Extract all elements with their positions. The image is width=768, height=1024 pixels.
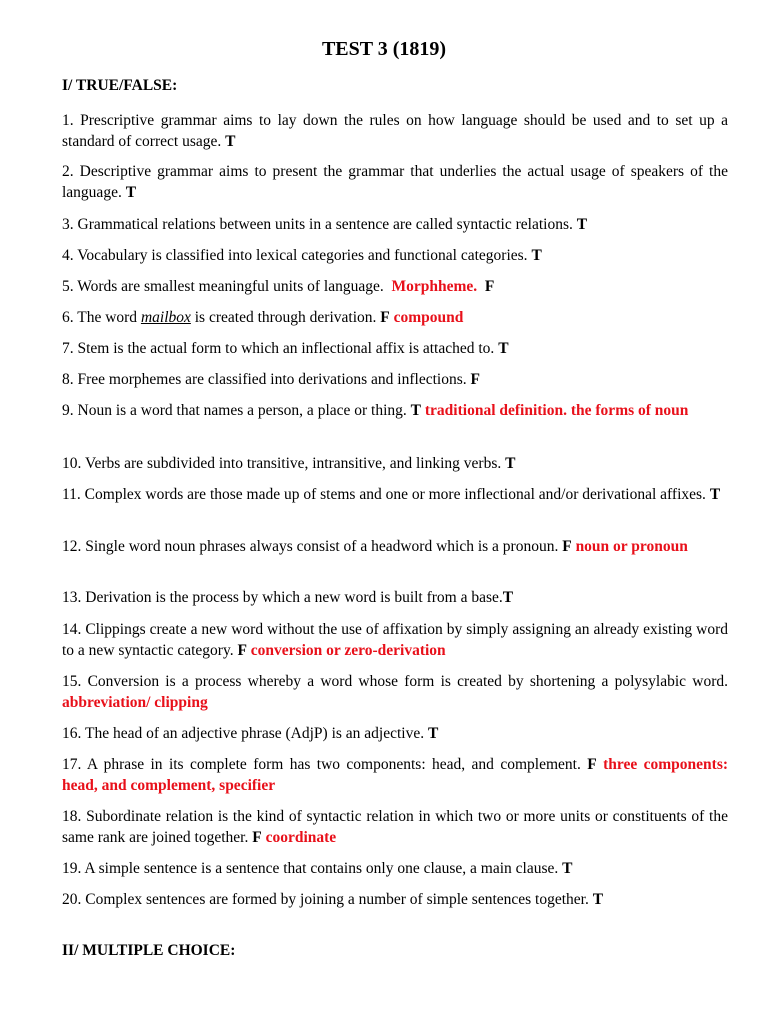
- question-text: 14. Clippings create a new word without the use of affixation by simply assigning an already existing word to a new syntactic category.: [62, 621, 728, 659]
- question-7: [62, 338, 728, 359]
- correction: abbreviation/ clipping: [62, 694, 208, 711]
- example-word: mailbox: [140, 309, 191, 326]
- question-text: 10. Verbs are subdivided into transitive, intransitive, and linking verbs.: [62, 455, 502, 472]
- question-3: [62, 214, 728, 235]
- question-text: 20. Complex sentences are formed by joining a number of simple sentences together.: [62, 891, 589, 908]
- question-text: 5. Words are smallest meaningful units of language.: [62, 278, 384, 295]
- answer: T: [709, 486, 721, 503]
- correction: Morphheme.: [391, 278, 478, 295]
- section-multiple-choice-heading: II/ MULTIPLE CHOICE:: [62, 942, 236, 959]
- question-text: 9. Noun is a word that names a person, a place or thing.: [62, 402, 407, 419]
- question-text: 8. Free morphemes are classified into derivations and inflections.: [62, 371, 467, 388]
- answer: T: [498, 340, 509, 357]
- question-12: [62, 536, 728, 557]
- correction: compound: [393, 309, 464, 326]
- question-text: is created through derivation.: [194, 309, 377, 326]
- question-17: [62, 754, 728, 796]
- answer: F: [470, 371, 480, 388]
- question-1: [62, 110, 728, 152]
- question-text: 1. Prescriptive grammar aims to lay down the rules on how language should be used and to set up a standard of correct usage.: [62, 112, 728, 150]
- answer: T: [225, 133, 236, 150]
- section-true-false-heading: I/ TRUE/FALSE:: [62, 77, 178, 94]
- question-2: [62, 161, 728, 203]
- question-20: [62, 889, 728, 910]
- answer: T: [505, 455, 516, 472]
- question-text: 15. Conversion is a process whereby a word whose form is created by shortening a polysylabic word.: [62, 673, 728, 690]
- question-5: [62, 276, 728, 297]
- correction: noun or pronoun: [575, 538, 688, 555]
- answer: T: [410, 402, 422, 419]
- question-text-before: 6. The word: [62, 309, 138, 326]
- question-text: 11. Complex words are those made up of stems and one or more inflectional and/or derivational affixes.: [62, 486, 706, 503]
- question-10: [62, 453, 728, 474]
- answer: T: [427, 725, 439, 742]
- question-text: 17. A phrase in its complete form has two components: head, and complement.: [62, 756, 581, 773]
- question-16: [62, 723, 728, 744]
- question-text: 12. Single word noun phrases always consist of a headword which is a pronoun.: [62, 538, 559, 555]
- question-9: [62, 400, 728, 421]
- answer: F: [562, 538, 572, 555]
- answer: F: [587, 756, 597, 773]
- correction: conversion or zero-derivation: [250, 642, 446, 659]
- question-13: [62, 587, 728, 608]
- answer: F: [484, 278, 495, 295]
- question-text: 3. Grammatical relations between units in a sentence are called syntactic relations.: [62, 216, 573, 233]
- answer: F: [252, 829, 262, 846]
- answer: T: [502, 589, 514, 606]
- answer: T: [125, 184, 137, 201]
- question-11: [62, 484, 728, 505]
- question-6: [62, 307, 728, 328]
- answer: T: [576, 216, 588, 233]
- question-18: [62, 806, 728, 848]
- answer: F: [237, 642, 247, 659]
- question-text: 4. Vocabulary is classified into lexical categories and functional categories.: [62, 247, 528, 264]
- correction: three components: head, and complement, specifier: [62, 756, 729, 794]
- answer: T: [592, 891, 604, 908]
- answer: T: [562, 860, 573, 877]
- question-text: 18. Subordinate relation is the kind of syntactic relation in which two or more units or constituents of the same rank are joined together.: [62, 808, 728, 846]
- question-14: [62, 619, 728, 661]
- answer: T: [531, 247, 542, 264]
- question-text: 13. Derivation is the process by which a new word is built from a base.: [62, 589, 503, 606]
- correction: traditional definition. the forms of noun: [424, 402, 689, 419]
- page-title: TEST 3 (1819): [321, 38, 447, 60]
- answer: F: [380, 309, 390, 326]
- question-text: 7. Stem is the actual form to which an inflectional affix is attached to.: [62, 340, 495, 357]
- question-4: [62, 245, 728, 266]
- question-text: 2. Descriptive grammar aims to present the grammar that underlies the actual usage of speakers of the language.: [62, 163, 728, 201]
- correction: coordinate: [265, 829, 337, 846]
- question-8: [62, 369, 728, 390]
- question-15: [62, 671, 728, 713]
- question-19: [62, 858, 728, 879]
- question-text: 16. The head of an adjective phrase (AdjP) is an adjective.: [62, 725, 425, 742]
- question-text: 19. A simple sentence is a sentence that contains only one clause, a main clause.: [62, 860, 559, 877]
